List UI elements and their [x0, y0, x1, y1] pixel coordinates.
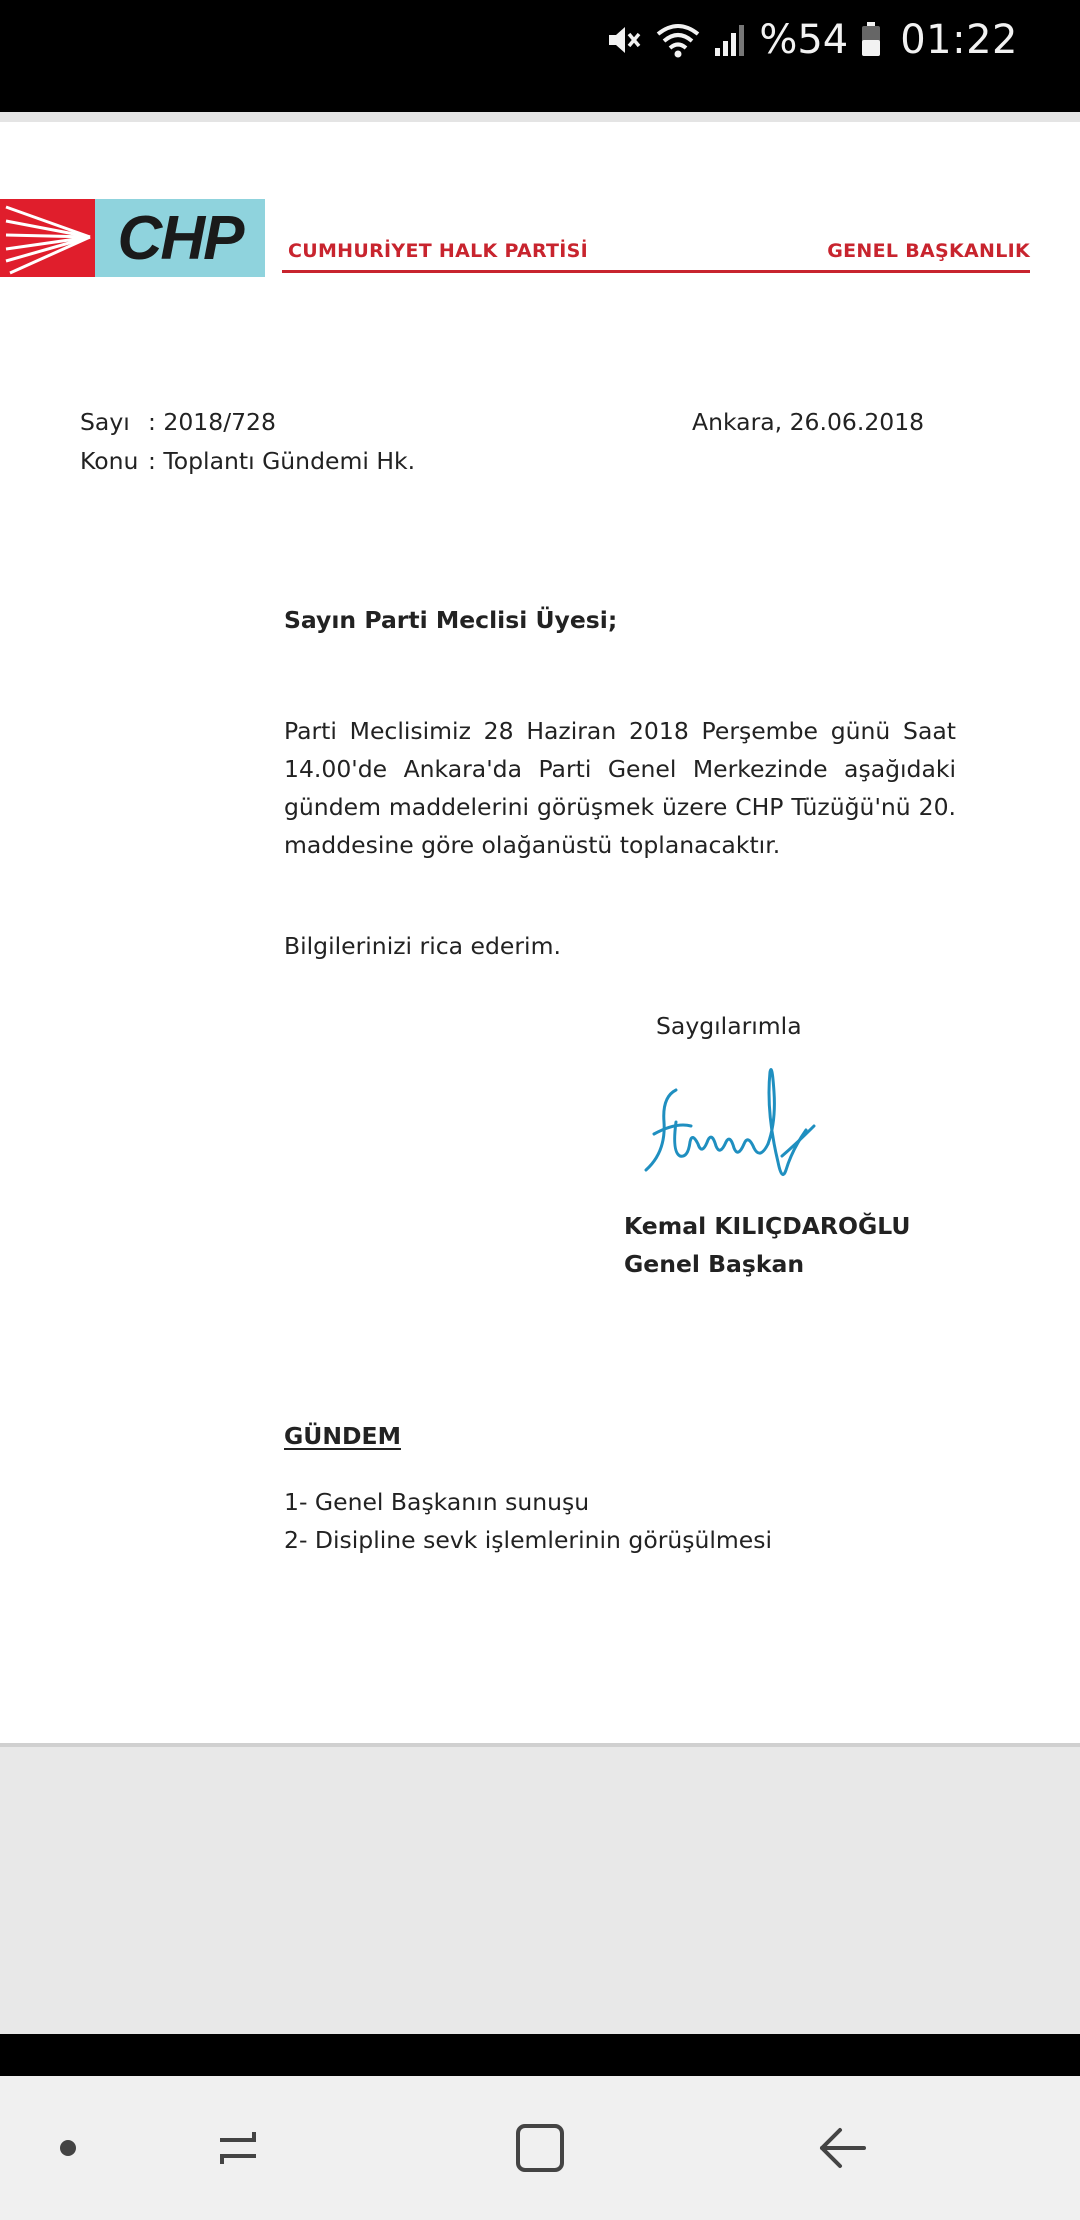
signer-name: Kemal KILIÇDAROĞLU [624, 1212, 911, 1240]
closing-line: Bilgilerinizi rica ederim. [284, 932, 561, 960]
salutation: Sayın Parti Meclisi Üyesi; [284, 606, 618, 634]
screen-divider [0, 2034, 1080, 2076]
ref-value: : 2018/728 [148, 408, 276, 436]
signal-icon [713, 20, 747, 60]
office-name: GENEL BAŞKANLIK [827, 240, 1030, 262]
navigation-bar [0, 2076, 1080, 2220]
battery-icon [860, 20, 882, 60]
battery-percent: %54 [759, 17, 849, 63]
regards: Saygılarımla [656, 1012, 802, 1040]
home-icon[interactable] [498, 2106, 582, 2190]
agenda-item: 2- Disipline sevk işlemlerinin görüşülmesi [284, 1526, 773, 1554]
signature-image [636, 1052, 836, 1202]
body-paragraph: Parti Meclisimiz 28 Haziran 2018 Perşembe günü Saat 14.00'de Ankara'da Parti Genel Merkezinde aşağıdaki gündem maddelerini görüşmek üzere CHP Tüzüğü'nü 20. maddesine göre olağanüstü toplanacaktır. [284, 717, 956, 859]
empty-viewer-area [0, 1747, 1080, 2034]
subject-label: Konu [80, 447, 139, 475]
agenda-item: 1- Genel Başkanın sunuşu [284, 1488, 590, 1516]
back-icon[interactable] [800, 2106, 884, 2190]
chp-logo [0, 199, 265, 277]
place-date: Ankara, 26.06.2018 [692, 408, 925, 436]
party-name: CUMHURİYET HALK PARTİSİ [288, 240, 589, 262]
signer-title: Genel Başkan [624, 1250, 805, 1278]
six-arrows-flag [0, 199, 95, 277]
letter-document [0, 112, 1080, 1747]
status-bar [0, 0, 1080, 112]
header-divider [282, 270, 1030, 273]
status-icons [603, 12, 1018, 68]
ref-label: Sayı [80, 408, 130, 436]
mute-icon [603, 20, 643, 60]
dot-icon[interactable] [26, 2106, 110, 2190]
agenda-title: GÜNDEM [284, 1422, 401, 1450]
subject-value: : Toplantı Gündemi Hk. [148, 447, 416, 475]
wifi-icon [655, 20, 701, 60]
clock: 01:22 [900, 17, 1018, 63]
recents-icon[interactable] [196, 2106, 280, 2190]
logo-text: CHP [95, 199, 265, 277]
